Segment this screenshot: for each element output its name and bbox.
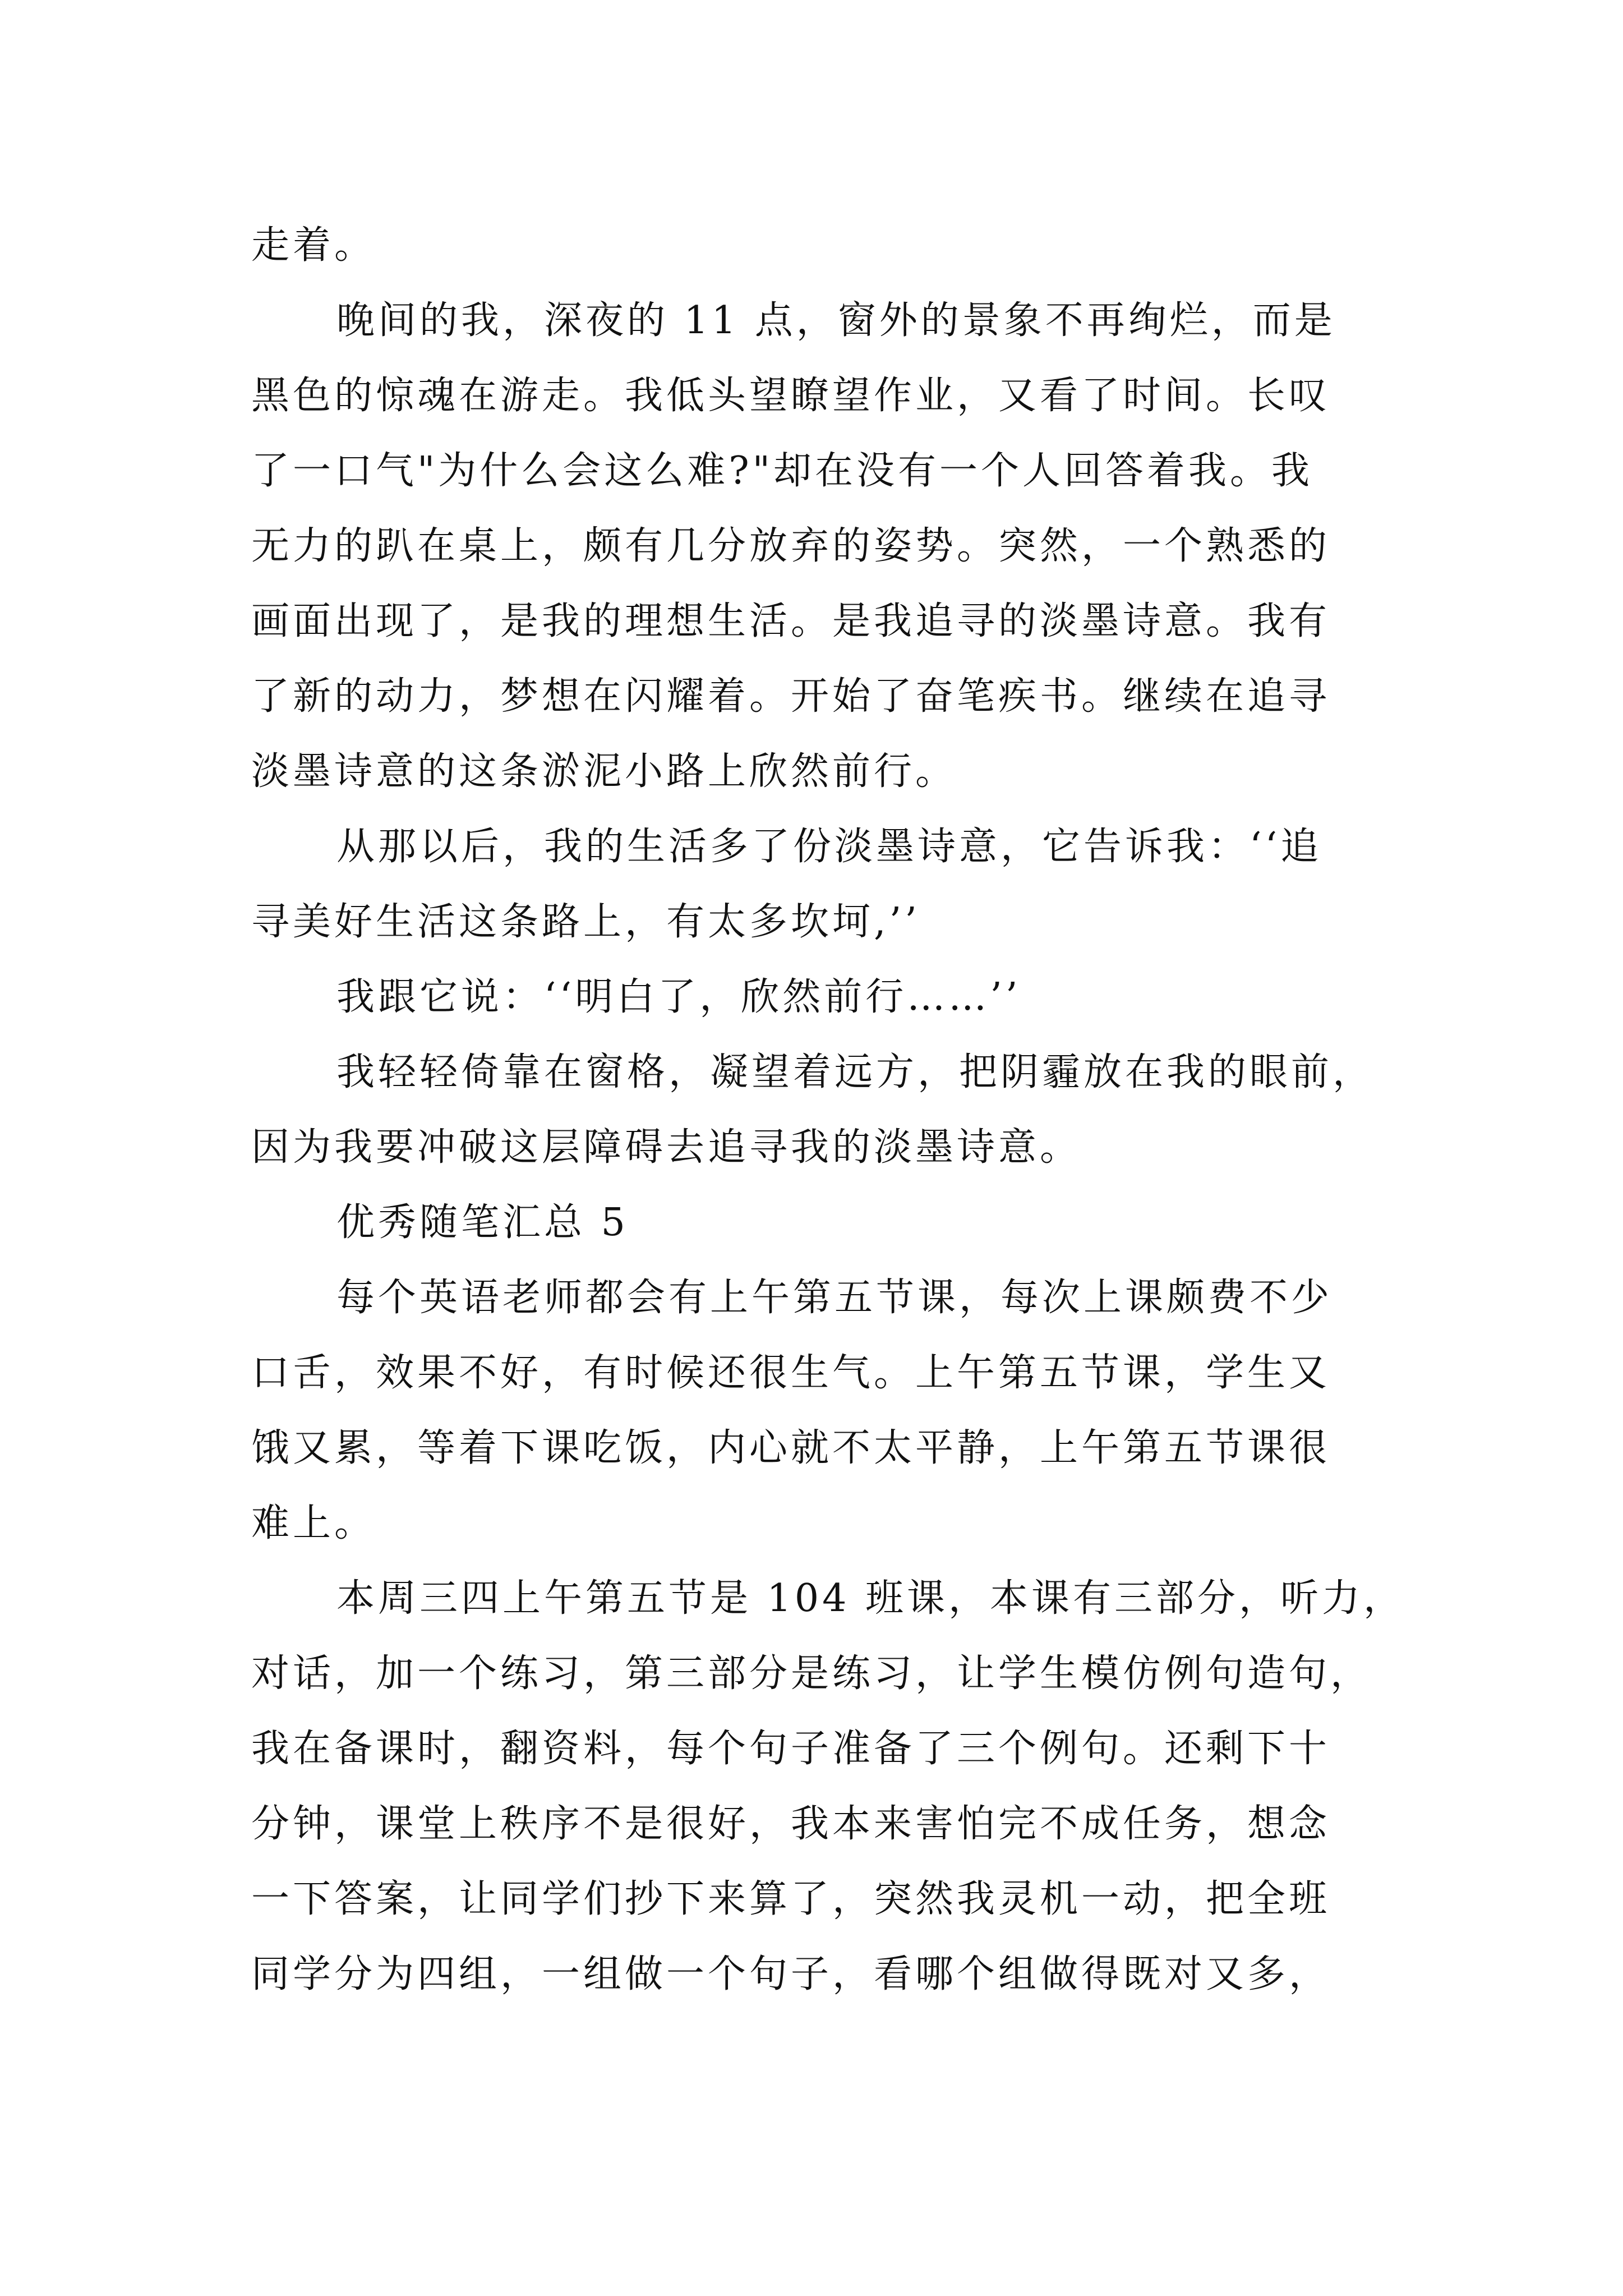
section-heading: 优秀随笔汇总 5 — [336, 1200, 629, 1245]
text-line: 本周三四上午第五节是 104 班课，本课有三部分，听力， — [336, 1576, 1405, 1621]
text-line: 无力的趴在桌上，颇有几分放弃的姿势。突然，一个熟悉的 — [251, 524, 1331, 568]
text-line: 淡墨诗意的这条淤泥小路上欣然前行。 — [251, 749, 957, 794]
text-line: 对话，加一个练习，第三部分是练习，让学生模仿例句造句， — [251, 1651, 1372, 1696]
text-line: 饿又累，等着下课吃饭，内心就不太平静，上午第五节课很 — [251, 1426, 1331, 1470]
text-line: 晚间的我，深夜的 11 点，窗外的景象不再绚烂，而是 — [336, 298, 1336, 343]
text-line: 难上。 — [251, 1501, 376, 1545]
text-line: 我跟它说：‘‘明白了，欣然前行……’’ — [336, 975, 1021, 1019]
text-line: 寻美好生活这条路上，有太多坎坷,’’ — [251, 900, 920, 944]
text-line: 画面出现了，是我的理想生活。是我追寻的淡墨诗意。我有 — [251, 599, 1331, 643]
text-line: 同学分为四组，一组做一个句子，看哪个组做得既对又多， — [251, 1952, 1331, 1996]
text-line: 走着。 — [251, 223, 376, 268]
text-line: 了一口气"为什么会这么难?"却在没有一个人回答着我。我 — [251, 449, 1313, 493]
text-line: 因为我要冲破这层障碍去追寻我的淡墨诗意。 — [251, 1125, 1082, 1170]
text-line: 了新的动力，梦想在闪耀着。开始了奋笔疾书。继续在追寻 — [251, 674, 1331, 719]
text-line: 我在备课时，翻资料，每个句子准备了三个例句。还剩下十 — [251, 1727, 1331, 1771]
text-line: 口舌，效果不好，有时候还很生气。上午第五节课，学生又 — [251, 1351, 1331, 1395]
text-line: 从那以后，我的生活多了份淡墨诗意，它告诉我：‘‘追 — [336, 825, 1322, 869]
text-line: 每个英语老师都会有上午第五节课，每次上课颇费不少 — [336, 1276, 1333, 1320]
text-line: 分钟，课堂上秩序不是很好，我本来害怕完不成任务，想念 — [251, 1802, 1331, 1846]
text-line: 我轻轻倚靠在窗格，凝望着远方，把阴霾放在我的眼前， — [336, 1050, 1375, 1094]
text-line: 一下答案，让同学们抄下来算了，突然我灵机一动，把全班 — [251, 1877, 1331, 1921]
text-line: 黑色的惊魂在游走。我低头望瞭望作业，又看了时间。长叹 — [251, 374, 1331, 418]
